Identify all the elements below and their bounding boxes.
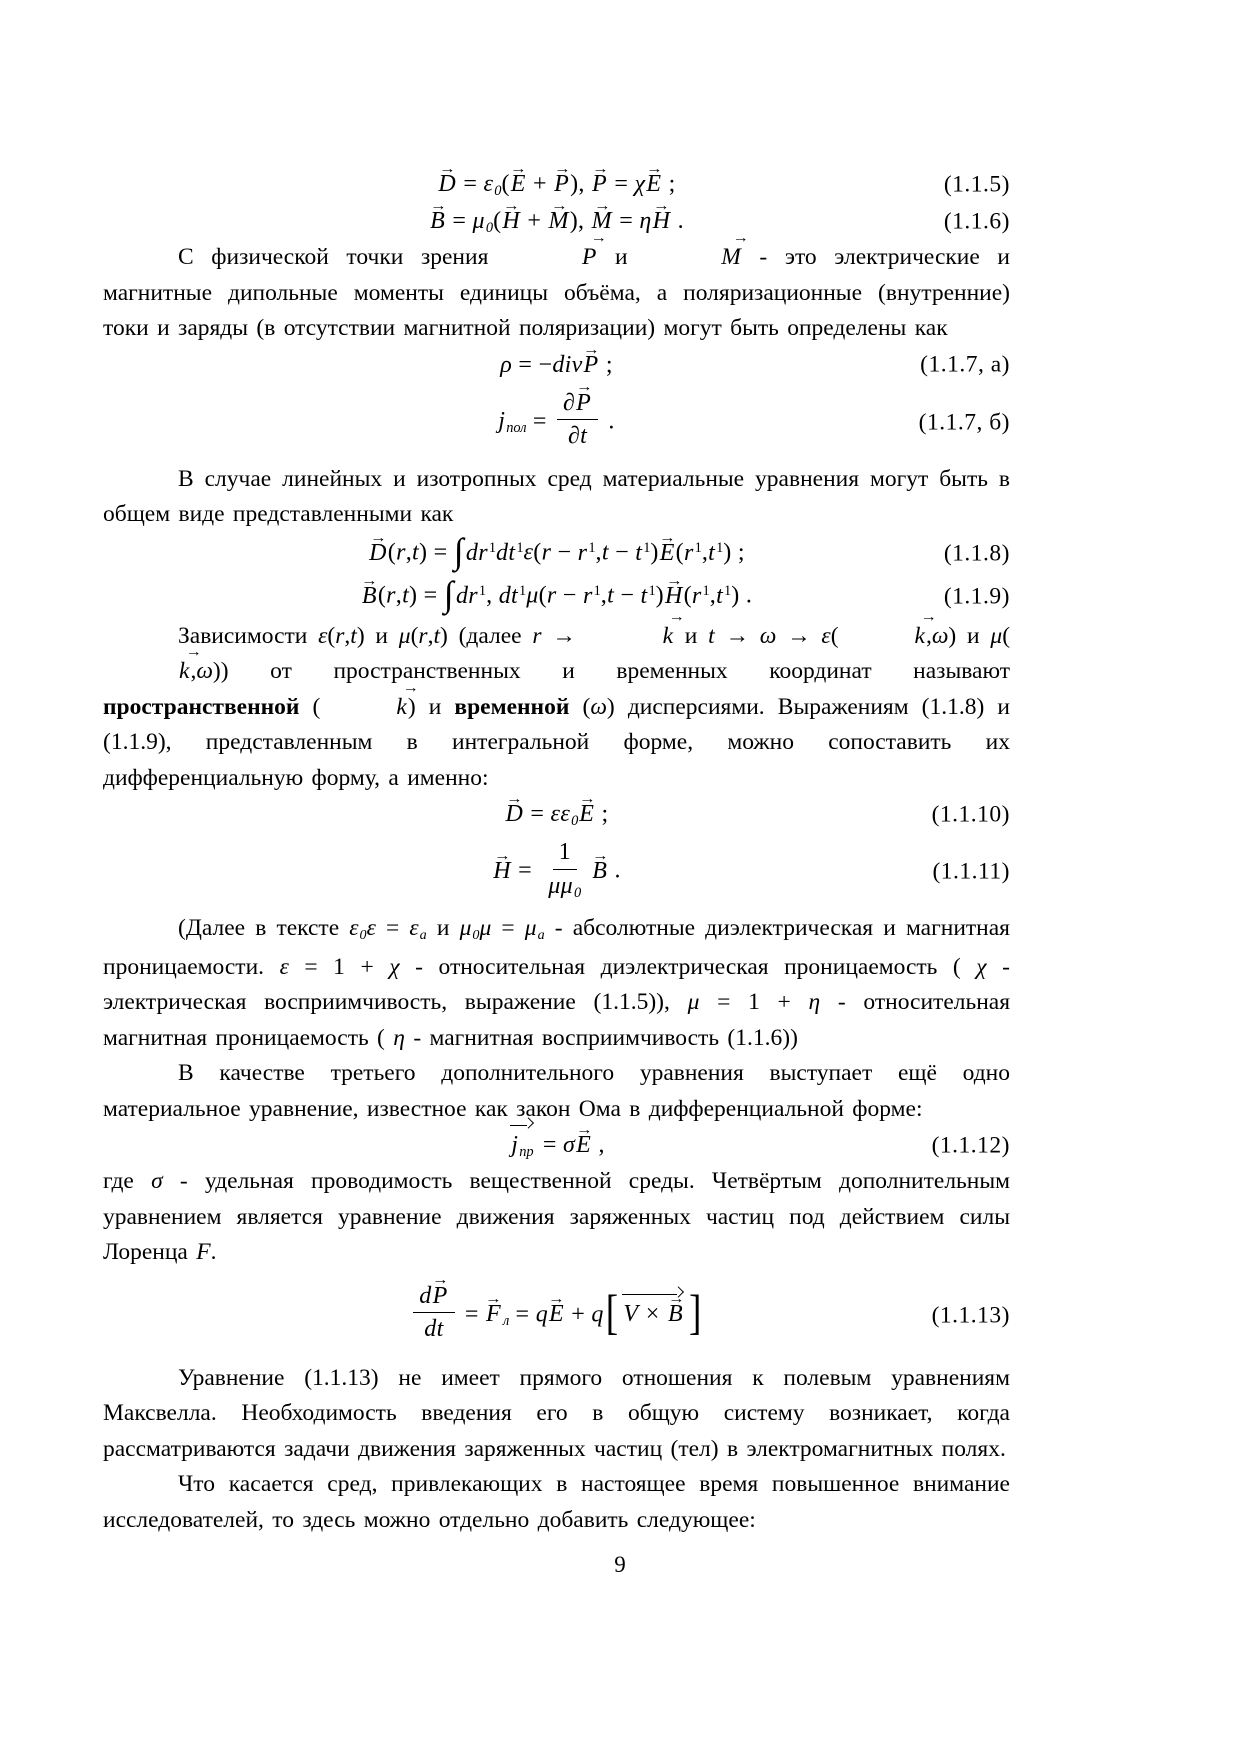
paragraph-conductivity [103,1164,1010,1271]
math-text: и [597,244,646,270]
math-vector: M → [591,208,613,235]
math-variable: η [639,208,652,234]
math-vector: E → [575,1132,592,1159]
math-variable: μ [479,915,492,941]
math-text: . [671,208,684,234]
math-variable: t [350,622,357,649]
math-variable-superscripted: $r^1$ [683,539,702,566]
math-text: ( [493,208,502,234]
equation-label: (1.1.5) [943,171,1010,197]
integral-icon: ∫ [443,574,454,615]
equation-body [437,171,675,198]
math-text: ) и [356,622,399,649]
equation-label: (1.1.12) [931,1132,1010,1158]
math-variable: μ [548,872,561,899]
page-content [103,166,1010,1538]
math-text: и [426,915,460,941]
math-text: = 1 + [288,953,390,980]
fraction-denominator [542,870,587,900]
equation-body [368,533,745,575]
math-text: = [524,801,551,827]
math-text: В случае линейных и изотропных сред материальные уравнения могут быть в общем виде представленными как [103,465,1010,527]
math-variable-subscripted: ε0 [560,801,579,830]
bold-text: временной [454,693,570,720]
math-text: , [190,658,197,684]
math-variable: χ [976,953,987,980]
math-variable: q [591,1301,604,1328]
paragraph-linear-isotropic [103,462,1010,533]
math-text: . [608,857,621,884]
math-text: ) и [407,693,455,720]
math-text: ( [538,582,547,609]
math-variable-subscripted: μ0 [560,872,582,901]
math-vector: D → [504,801,524,828]
math-text: С физической точки зрения [178,244,507,270]
math-vector: k → [103,654,190,690]
math-variable: r [386,582,396,609]
math-fraction [557,389,598,451]
math-variable: μ [526,582,539,609]
math-variable-superscripted: $t^1$ [716,582,732,609]
math-text: ; [599,351,613,378]
math-text: . [210,1239,217,1265]
math-vector: D → [368,540,388,567]
equation-label: (1.1.9) [943,583,1010,610]
math-vector: B → [667,1301,684,1328]
math-variable: q [535,1301,548,1328]
math-variable: ε [318,622,328,649]
math-text: ( [683,582,692,609]
bracket: [ [605,1286,619,1341]
math-variable: F [196,1239,211,1265]
math-vector: B → [361,583,378,610]
math-variable: r [532,622,542,649]
math-vector: D → [437,171,457,198]
paragraph-physical-meaning [103,240,1010,347]
math-text: В качестве третьего дополнительного уравнения выступает ещё одно материальное уравнение, известное как закон Ома в дифференциальной форме: [103,1060,1010,1122]
equation-label: (1.1.7, а) [920,351,1010,378]
math-variable: t [402,582,410,609]
math-variable-superscripted: $t^1$ [708,539,724,566]
math-text: → [541,622,587,649]
math-text: и [674,622,709,649]
math-variable: ε [523,539,534,566]
math-wide-vector [620,1301,687,1328]
math-variable: χ [389,953,400,980]
math-variable: r [541,539,552,566]
math-wide-vector [508,1132,536,1159]
math-vector: B → [591,858,608,885]
math-text: ( [675,539,684,566]
math-text: − [614,582,641,609]
math-vector: E → [659,540,676,567]
math-text: ) ; [723,539,745,566]
math-text: − [556,582,583,609]
math-variable: ε [279,953,289,980]
math-vector: P → [575,389,592,417]
math-vector: P → [506,240,597,276]
math-vector: E → [510,171,527,198]
math-text: ) [655,582,664,609]
math-text: → [776,622,822,649]
math-vector: k → [320,690,407,726]
integral-icon: ∫ [453,531,464,572]
math-variable: t [601,539,609,566]
math-vector: k → [839,619,926,655]
math-text: Зависимости [178,622,319,649]
math-variable: div [552,351,583,378]
math-text: = [375,915,410,941]
math-text: , [344,622,351,649]
math-variable-superscripted: $r^1$ [691,582,710,609]
math-variable-subscripted: ε0 [349,915,367,943]
math-variable: t [580,423,588,450]
math-vector-subscripted: F → л [485,1301,509,1327]
equation-label: (1.1.7, б) [918,409,1010,435]
math-vector: E → [578,801,595,828]
math-text: . [602,408,615,435]
fraction-numerator [557,389,598,420]
equation-body [504,801,608,828]
math-text: = [536,1132,564,1158]
math-text: , [427,622,434,649]
math-text: ( [830,622,839,649]
math-vector: M → [547,208,569,235]
math-variable: ω [590,693,607,720]
math-text: + [564,1301,592,1328]
math-variable: t [708,622,715,649]
math-text: + [526,171,554,197]
paragraph-media-remark [103,1467,1010,1538]
math-text: - это электрические и магнитные дипольные моменты единицы объёма, а поляризационные (внутренние) токи и заряды (в отсутствии магнитной поляризации) могут быть определены как [103,244,1011,341]
math-text: × [637,1301,668,1328]
math-variable-superscripted: $r^1$ [582,582,601,609]
fraction-denominator [418,1313,449,1343]
math-variable: r [546,582,557,609]
math-text: ) и [948,622,991,649]
math-vector: E → [645,171,662,198]
math-text: = [511,857,539,884]
math-text: ( [1002,622,1011,649]
math-text: ( [327,622,336,649]
math-variable: σ [563,1132,576,1158]
math-text: = [608,171,635,197]
math-variable-subscripted: εa [409,915,427,943]
math-variable: μ [398,622,411,649]
math-variable: ε [821,622,831,649]
math-variable-subscripted: μ0 [472,208,494,237]
math-variable: ω [931,622,949,649]
math-text: = [509,1301,536,1328]
math-vector: P → [432,1282,449,1310]
math-variable-subscripted: μa [524,915,545,943]
math-variable: ω [759,622,777,649]
equation-1-1-7b [103,384,1010,462]
math-text: ( [387,539,397,566]
math-variable: dt [424,1316,444,1343]
equation-1-1-13 [103,1271,1010,1361]
fraction-numerator [553,838,577,869]
equation-label: (1.1.10) [931,801,1010,827]
math-text: = − [512,351,553,378]
math-text: = [526,408,553,435]
math-text: ; [595,801,609,827]
math-vector: P → [591,171,608,198]
math-text: , [925,622,932,649]
math-text: = [491,915,525,941]
math-variable: r [396,539,406,566]
math-text: ), [569,208,591,234]
math-vector: P → [583,352,600,379]
math-variable-subscripted: ε0 [483,171,502,200]
math-variable: μ [990,622,1003,649]
math-text: где [103,1168,152,1194]
equation-label: (1.1.8) [943,540,1010,567]
math-text: = [612,208,640,234]
math-variable-superscripted: $dt^1$ [496,539,524,566]
math-text: ), [570,171,592,197]
math-text: ( [299,693,321,720]
math-text: ( [569,693,591,720]
math-text: ) дисперсиями. Выражениям (1.1.8) и (1.1.9), представленным в интегральной форме, можно сопоставить их дифференциальную форму, а именно: [103,693,1011,791]
math-text: − [608,539,636,566]
math-text: = 1 + [699,989,809,1015]
math-variable-superscripted: $dr^1$ [455,582,487,609]
math-text: - абсолютные диэлектрическая и магнитная проницаемости. [103,915,1010,980]
math-text: ) (далее [439,622,533,649]
math-variable: η [808,989,821,1015]
math-variable: t [412,539,419,566]
equation-body [492,841,621,903]
math-text: → [714,622,760,649]
math-variable-superscripted: $t^1$ [635,539,651,566]
equation-body [409,1282,703,1347]
math-text: , [592,1132,605,1158]
math-text: 1 [558,839,571,866]
equation-body [500,352,613,379]
math-variable: η [393,1024,405,1051]
math-variable: t [607,582,615,609]
math-variable: t [433,622,440,649]
equation-body [508,1132,605,1159]
math-text: ∂ [567,423,581,450]
math-variable: ω [196,658,213,684]
equation-1-1-8 [103,533,1010,576]
math-text: , [405,539,413,566]
math-text: ( [533,539,542,566]
math-variable: ρ [500,351,513,378]
equation-body [361,576,752,618]
math-variable: r [418,622,428,649]
math-variable: d [419,1282,432,1309]
math-variable-superscripted: $dt^1$ [498,582,527,609]
math-variable: r [335,622,345,649]
paragraph-ohm-law-intro [103,1056,1010,1127]
math-text: , [595,539,602,566]
math-text: + [521,208,548,234]
math-text: (Далее в тексте [178,915,350,941]
page-number: 9 [614,1552,626,1577]
math-text: , [600,582,608,609]
math-text: Что касается сред, привлекающих в настоящее время повышенное внимание исследователей, то здесь можно отдельно добавить следующее: [103,1471,1010,1533]
math-text: - электрическая восприимчивость, выражение (1.1.5)), [103,953,1011,1015]
math-text: ; [662,171,676,197]
math-text: ( [377,582,387,609]
equation-label: (1.1.13) [931,1302,1010,1328]
equation-label: (1.1.11) [932,858,1010,885]
math-variable-subscripted: jпол [498,408,527,437]
math-text: − [551,539,578,566]
math-text: , [701,539,709,566]
math-vector: E → [548,1301,565,1328]
math-text: - удельная проводимость вещественной среды. Четвёртым дополнительным уравнением является уравнение движения заряженных частиц под действием силы Лоренца [103,1168,1011,1265]
math-text: = [458,1301,485,1328]
math-vector: H → [664,583,684,610]
math-vector: k → [587,619,674,655]
math-variable: σ [151,1168,163,1194]
equation-body [498,389,615,454]
math-text: ) [650,539,659,566]
equation-1-1-11 [103,833,1010,911]
math-text: , [709,582,717,609]
math-text: , [486,582,499,609]
math-text: ∂ [562,389,576,416]
math-variable-subscripted: μ0 [459,915,480,943]
math-text: - относительная магнитная проницаемость ( [103,989,1011,1051]
math-variable-subscripted: jпр [511,1132,534,1161]
math-text: Уравнение (1.1.13) не имеет прямого отношения к полевым уравнениям Максвелла. Необходимость введения его в общую систему возникает, когда рассматриваются задачи движения заряженных частиц (тел) в электромагнитных полях. [103,1364,1010,1462]
math-text: ) . [731,582,753,609]
math-variable: V [623,1301,638,1328]
math-variable: ε [550,801,561,827]
math-variable-superscripted: $r^1$ [577,539,596,566]
math-variable: ε [366,915,376,941]
equation-1-1-12 [103,1127,1010,1164]
bold-text: пространственной [103,693,300,720]
math-vector: M → [645,240,742,276]
math-text: , [395,582,403,609]
equation-1-1-10 [103,796,1010,833]
math-vector: P → [553,171,570,198]
math-text: )) от пространственных и временных координат называют [212,658,1010,684]
math-text: = [446,208,473,234]
math-variable-superscripted: $dr^1$ [465,539,497,566]
math-variable: μ [687,989,700,1015]
paragraph-permittivity-notation [103,911,1010,1056]
math-text: - относительная диэлектрическая проницаемость ( [399,953,977,980]
math-text: - магнитная восприимчивость (1.1.6)) [404,1024,798,1051]
math-text: = [457,171,484,197]
math-fraction [413,1282,454,1344]
math-text: ) = [418,539,454,566]
math-vector: H → [652,208,672,235]
equation-label: (1.1.6) [943,208,1010,234]
equation-1-1-7a [103,347,1010,384]
paragraph-lorentz-remark [103,1361,1010,1468]
bracket: ] [689,1286,702,1341]
math-vector: H → [492,858,512,885]
math-vector: H → [501,208,521,235]
math-variable-superscripted: $t^1$ [640,582,656,609]
math-vector: B → [429,208,446,235]
math-variable: χ [634,171,646,197]
math-fraction [542,838,587,900]
math-text: ( [410,622,419,649]
paragraph-dispersion [103,619,1010,797]
fraction-denominator [562,420,593,450]
math-text: ) = [409,582,444,609]
math-text: ( [501,171,510,197]
fraction-numerator [413,1282,454,1313]
